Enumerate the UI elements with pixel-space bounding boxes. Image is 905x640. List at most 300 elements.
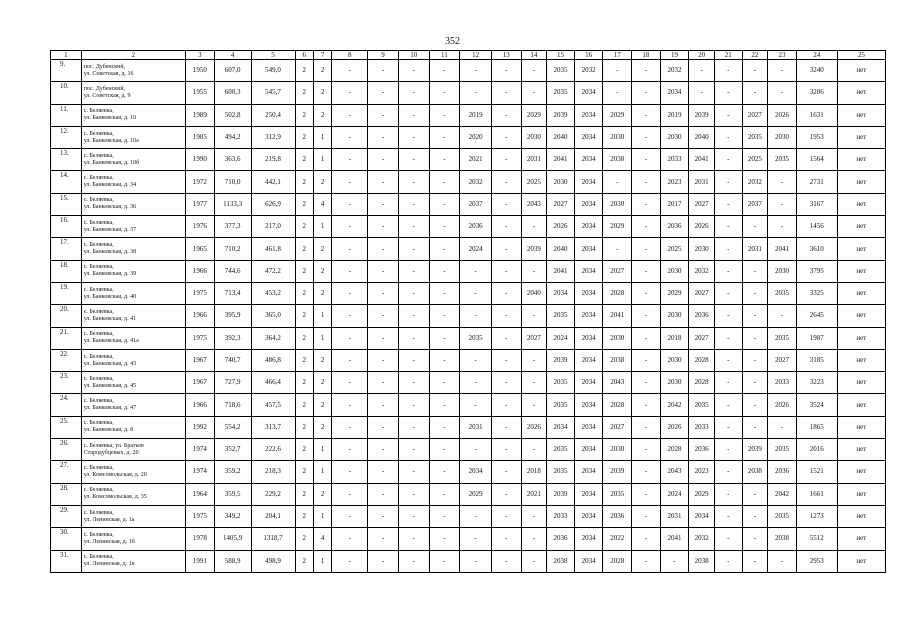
data-cell: 2039 — [547, 349, 575, 371]
data-cell: нет — [837, 416, 885, 438]
row-number-cell: 14. — [51, 171, 82, 193]
data-cell: - — [491, 149, 521, 171]
data-cell: 3223 — [796, 372, 837, 394]
address-line-locality: с. Беляевка, — [83, 353, 114, 360]
data-cell: - — [460, 282, 492, 304]
data-cell: 2031 — [660, 505, 689, 527]
address-line-street: ул. Банковская, д. 43 — [83, 360, 137, 367]
data-cell: 1865 — [796, 416, 837, 438]
data-cell: - — [398, 149, 429, 171]
table-row — [51, 305, 886, 327]
table-row — [51, 126, 886, 148]
data-cell: - — [332, 483, 368, 505]
data-cell: - — [660, 550, 689, 572]
data-cell: 2 — [313, 171, 331, 193]
data-cell: 2030 — [660, 372, 689, 394]
data-cell: 2027 — [742, 104, 768, 126]
data-cell: 1966 — [186, 260, 215, 282]
data-cell: - — [714, 416, 742, 438]
data-cell: 2030 — [660, 305, 689, 327]
data-cell: 2025 — [660, 238, 689, 260]
data-cell: - — [332, 439, 368, 461]
data-cell: - — [332, 461, 368, 483]
data-cell: 2030 — [768, 260, 797, 282]
data-cell: - — [332, 416, 368, 438]
data-cell: 2034 — [547, 282, 575, 304]
data-cell: 1974 — [186, 461, 215, 483]
data-cell: - — [429, 216, 460, 238]
data-cell: - — [742, 416, 768, 438]
data-cell: - — [632, 282, 661, 304]
table-row — [51, 82, 886, 104]
address-cell — [81, 394, 185, 416]
data-cell: 2019 — [660, 104, 689, 126]
data-cell: - — [398, 171, 429, 193]
data-cell: - — [368, 461, 399, 483]
data-cell: 2035 — [742, 126, 768, 148]
table-row — [51, 60, 886, 82]
data-cell: - — [521, 394, 547, 416]
data-cell: 3524 — [796, 394, 837, 416]
address-line-locality: с. Беляевка, — [83, 175, 114, 182]
address-line-locality: с. Беляевка, — [83, 509, 114, 516]
data-cell: 2 — [313, 416, 331, 438]
address-line-street: ул. Банковская, д. 10б — [83, 159, 140, 166]
column-header: 23 — [768, 51, 797, 60]
data-cell: 1989 — [186, 104, 215, 126]
data-cell: - — [632, 82, 661, 104]
data-cell: - — [368, 483, 399, 505]
data-cell: 2 — [295, 216, 313, 238]
data-cell: нет — [837, 126, 885, 148]
data-cell: - — [332, 193, 368, 215]
data-cell: - — [742, 60, 768, 82]
data-cell: - — [491, 126, 521, 148]
column-header: 11 — [429, 51, 460, 60]
data-cell: - — [332, 349, 368, 371]
data-cell: 2039 — [547, 483, 575, 505]
column-header: 4 — [214, 51, 251, 60]
data-cell: 2034 — [574, 461, 603, 483]
data-cell: - — [398, 282, 429, 304]
data-cell: 2034 — [574, 483, 603, 505]
column-header: 20 — [689, 51, 715, 60]
data-cell: - — [332, 550, 368, 572]
table-row — [51, 282, 886, 304]
data-cell: 2034 — [574, 416, 603, 438]
data-cell: - — [429, 505, 460, 527]
data-cell: - — [398, 416, 429, 438]
data-cell: - — [429, 550, 460, 572]
data-cell: 2034 — [574, 126, 603, 148]
data-cell: - — [398, 193, 429, 215]
data-cell: - — [491, 193, 521, 215]
data-cell: 1273 — [796, 505, 837, 527]
data-cell: 2037 — [460, 193, 492, 215]
table-row — [51, 528, 886, 550]
data-cell: 2039 — [521, 238, 547, 260]
data-cell: 2 — [295, 126, 313, 148]
table-row — [51, 461, 886, 483]
data-cell: 710,2 — [214, 238, 251, 260]
data-cell: - — [714, 216, 742, 238]
data-cell: 359,2 — [214, 461, 251, 483]
data-cell: 442,1 — [251, 171, 295, 193]
data-cell: - — [742, 327, 768, 349]
data-cell: - — [742, 260, 768, 282]
data-cell: - — [632, 461, 661, 483]
data-cell: - — [632, 528, 661, 550]
data-cell: 2041 — [689, 149, 715, 171]
data-cell: - — [768, 550, 797, 572]
data-cell: - — [768, 60, 797, 82]
data-cell: 2 — [313, 372, 331, 394]
data-cell: - — [742, 82, 768, 104]
column-header: 14 — [521, 51, 547, 60]
data-cell: 2018 — [660, 327, 689, 349]
data-cell: 2731 — [796, 171, 837, 193]
data-cell: - — [368, 282, 399, 304]
data-cell: нет — [837, 305, 885, 327]
data-cell: - — [429, 126, 460, 148]
data-cell: 365,0 — [251, 305, 295, 327]
data-cell: - — [491, 60, 521, 82]
data-cell: - — [460, 528, 492, 550]
address-line-locality: с. Беляевка, — [83, 130, 114, 137]
data-cell: - — [714, 260, 742, 282]
data-cell: 2043 — [521, 193, 547, 215]
row-number-cell: 15. — [51, 193, 82, 215]
data-cell: 2032 — [689, 260, 715, 282]
data-cell: 2029 — [521, 104, 547, 126]
data-cell: 2030 — [660, 349, 689, 371]
data-cell: - — [332, 171, 368, 193]
data-cell: - — [332, 528, 368, 550]
table-row — [51, 372, 886, 394]
data-cell: - — [632, 327, 661, 349]
data-cell: 2 — [313, 483, 331, 505]
address-line-locality: с. Беляевка, — [83, 554, 114, 561]
address-cell — [81, 126, 185, 148]
data-cell: 2027 — [689, 193, 715, 215]
data-cell: 2 — [313, 82, 331, 104]
data-cell: - — [368, 238, 399, 260]
row-number-cell: 12. — [51, 126, 82, 148]
data-cell: 2035 — [460, 327, 492, 349]
column-header: 6 — [295, 51, 313, 60]
address-line-locality: с. Беляевка, — [83, 398, 114, 405]
data-cell: нет — [837, 461, 885, 483]
data-cell: 2035 — [547, 461, 575, 483]
address-line-street: ул. Банковская, д. 40 — [83, 293, 137, 300]
data-cell: 2034 — [574, 171, 603, 193]
data-cell: 2028 — [603, 550, 632, 572]
address-line-locality: с. Беляевка, — [83, 464, 114, 471]
address-line-street: ул. Банковская, д. 10 — [83, 115, 137, 122]
data-cell: 2042 — [660, 394, 689, 416]
data-cell: - — [429, 82, 460, 104]
data-cell: - — [491, 505, 521, 527]
data-cell: 2021 — [521, 483, 547, 505]
data-cell: - — [398, 216, 429, 238]
data-cell: 2040 — [689, 126, 715, 148]
table-row — [51, 416, 886, 438]
data-cell: 2 — [295, 528, 313, 550]
data-cell: 1975 — [186, 505, 215, 527]
data-cell: 2033 — [689, 416, 715, 438]
data-cell: 2 — [295, 82, 313, 104]
data-cell: - — [632, 126, 661, 148]
data-cell: - — [460, 260, 492, 282]
data-cell: - — [714, 528, 742, 550]
data-cell: - — [368, 149, 399, 171]
data-cell: 2033 — [768, 372, 797, 394]
data-cell: - — [632, 416, 661, 438]
data-cell: - — [742, 528, 768, 550]
data-cell: 2038 — [742, 461, 768, 483]
data-cell: 2 — [313, 104, 331, 126]
data-cell: 2030 — [689, 238, 715, 260]
data-cell: 2034 — [574, 372, 603, 394]
data-cell: 2031 — [742, 238, 768, 260]
data-cell: 359,5 — [214, 483, 251, 505]
data-cell: 1318,7 — [251, 528, 295, 550]
table-row — [51, 171, 886, 193]
data-cell: - — [332, 60, 368, 82]
data-cell: 2026 — [660, 416, 689, 438]
data-cell: 2041 — [547, 149, 575, 171]
data-cell: 2038 — [547, 550, 575, 572]
data-cell: - — [398, 82, 429, 104]
data-cell: 1953 — [796, 126, 837, 148]
address-line-street: ул. Банковская, д. 45 — [83, 382, 137, 389]
address-line-street: ул. Ленинская, д. 1в — [83, 561, 135, 568]
data-cell: - — [714, 193, 742, 215]
address-cell — [81, 550, 185, 572]
data-cell: - — [521, 260, 547, 282]
row-number-cell: 19. — [51, 282, 82, 304]
data-cell: 2 — [313, 282, 331, 304]
data-cell: нет — [837, 282, 885, 304]
table-row — [51, 149, 886, 171]
data-cell: - — [632, 260, 661, 282]
column-number-row — [51, 51, 886, 60]
data-cell: - — [460, 550, 492, 572]
address-line-street: ул. Банковская, д. 8 — [83, 427, 134, 434]
data-cell: 1978 — [186, 528, 215, 550]
data-cell: - — [332, 104, 368, 126]
data-cell: 2035 — [547, 372, 575, 394]
data-cell: - — [742, 372, 768, 394]
data-cell: - — [460, 439, 492, 461]
data-cell: - — [429, 416, 460, 438]
data-cell: 2023 — [689, 461, 715, 483]
data-cell: 457,5 — [251, 394, 295, 416]
data-cell: 2024 — [460, 238, 492, 260]
address-line-locality: с. Беляевка, — [83, 375, 114, 382]
data-cell: - — [491, 394, 521, 416]
data-cell: нет — [837, 171, 885, 193]
data-cell: 718,6 — [214, 394, 251, 416]
data-cell: 2027 — [768, 349, 797, 371]
data-cell: - — [714, 238, 742, 260]
address-cell — [81, 327, 185, 349]
data-cell: 2027 — [603, 260, 632, 282]
address-cell — [81, 305, 185, 327]
data-cell: - — [429, 349, 460, 371]
data-cell: 363,6 — [214, 149, 251, 171]
data-cell: - — [368, 528, 399, 550]
data-cell: - — [714, 60, 742, 82]
data-cell: - — [368, 439, 399, 461]
data-cell: - — [714, 550, 742, 572]
data-cell: - — [714, 305, 742, 327]
data-cell: - — [714, 126, 742, 148]
data-cell: 2037 — [742, 193, 768, 215]
column-header: 5 — [251, 51, 295, 60]
data-cell: - — [368, 260, 399, 282]
data-cell: - — [632, 104, 661, 126]
data-cell: 2032 — [689, 528, 715, 550]
data-cell: - — [768, 193, 797, 215]
column-header: 17 — [603, 51, 632, 60]
data-cell: - — [521, 505, 547, 527]
data-cell: - — [714, 505, 742, 527]
data-cell: - — [491, 104, 521, 126]
data-cell: 2 — [295, 327, 313, 349]
data-cell: - — [332, 327, 368, 349]
data-cell: - — [332, 394, 368, 416]
data-cell: - — [491, 550, 521, 572]
data-cell: - — [632, 505, 661, 527]
data-cell: - — [332, 372, 368, 394]
data-cell: - — [332, 126, 368, 148]
data-cell: - — [714, 439, 742, 461]
data-cell: 2041 — [660, 528, 689, 550]
data-cell: - — [332, 82, 368, 104]
table-row — [51, 505, 886, 527]
data-cell: - — [768, 82, 797, 104]
data-cell: 1976 — [186, 216, 215, 238]
address-line-locality: пос. Дубенский, — [83, 63, 126, 70]
address-line-street: ул. Банковская, д. 47 — [83, 405, 137, 412]
data-cell: 2028 — [603, 282, 632, 304]
data-cell: 2 — [295, 260, 313, 282]
data-cell: 2029 — [603, 104, 632, 126]
data-cell: 3240 — [796, 60, 837, 82]
data-cell: 2035 — [768, 439, 797, 461]
data-cell: - — [429, 461, 460, 483]
data-cell: 2039 — [742, 439, 768, 461]
data-cell: 2034 — [574, 216, 603, 238]
column-header: 10 — [398, 51, 429, 60]
address-cell — [81, 282, 185, 304]
data-cell: - — [398, 126, 429, 148]
data-cell: - — [368, 216, 399, 238]
data-cell: 2032 — [460, 171, 492, 193]
data-cell: 2035 — [603, 483, 632, 505]
data-cell: 1 — [313, 149, 331, 171]
data-cell: 466,4 — [251, 372, 295, 394]
data-cell: - — [603, 82, 632, 104]
data-cell: - — [398, 238, 429, 260]
address-line-street: ул. Банковская, д. 41 — [83, 315, 137, 322]
address-line-locality: с. Беляевка, — [83, 264, 114, 271]
data-cell: 2 — [295, 550, 313, 572]
data-cell: 502,8 — [214, 104, 251, 126]
data-cell: - — [491, 416, 521, 438]
data-cell: 313,7 — [251, 416, 295, 438]
data-cell: 1950 — [186, 60, 215, 82]
data-cell: - — [632, 550, 661, 572]
data-cell: 2017 — [660, 193, 689, 215]
data-cell: 2020 — [460, 126, 492, 148]
data-cell: 486,8 — [251, 349, 295, 371]
address-line-locality: с. Беляевка, — [83, 308, 114, 315]
data-cell: - — [491, 282, 521, 304]
data-cell: 2953 — [796, 550, 837, 572]
data-cell: 2034 — [574, 528, 603, 550]
data-cell: 3206 — [796, 82, 837, 104]
data-cell: нет — [837, 505, 885, 527]
data-cell: 549,0 — [251, 60, 295, 82]
address-cell — [81, 171, 185, 193]
data-cell: - — [398, 349, 429, 371]
data-cell: 2034 — [574, 327, 603, 349]
row-number-cell: 28. — [51, 483, 82, 505]
data-cell: - — [632, 238, 661, 260]
data-cell: 2026 — [768, 104, 797, 126]
data-cell: - — [603, 238, 632, 260]
data-cell: - — [768, 305, 797, 327]
data-cell: нет — [837, 104, 885, 126]
data-cell: 2034 — [574, 238, 603, 260]
address-cell — [81, 528, 185, 550]
data-cell: нет — [837, 216, 885, 238]
data-cell: 1 — [313, 305, 331, 327]
data-cell: - — [521, 60, 547, 82]
data-cell: 554,2 — [214, 416, 251, 438]
data-cell: 1 — [313, 550, 331, 572]
data-cell: нет — [837, 60, 885, 82]
data-cell: 2038 — [603, 349, 632, 371]
data-cell: 494,2 — [214, 126, 251, 148]
data-cell: 2 — [313, 394, 331, 416]
data-cell: 2034 — [574, 550, 603, 572]
data-cell: 1631 — [796, 104, 837, 126]
column-header: 16 — [574, 51, 603, 60]
data-cell: 2030 — [603, 439, 632, 461]
data-cell: - — [368, 349, 399, 371]
address-cell — [81, 416, 185, 438]
data-cell: - — [429, 372, 460, 394]
data-cell: 5512 — [796, 528, 837, 550]
data-cell: - — [714, 327, 742, 349]
data-cell: 222,6 — [251, 439, 295, 461]
data-cell: 2034 — [547, 416, 575, 438]
data-cell: - — [368, 372, 399, 394]
data-cell: 2034 — [574, 305, 603, 327]
data-cell: - — [429, 149, 460, 171]
data-cell: 2035 — [768, 282, 797, 304]
address-cell — [81, 60, 185, 82]
data-cell: нет — [837, 349, 885, 371]
data-cell: 1966 — [186, 394, 215, 416]
data-cell: - — [768, 216, 797, 238]
data-cell: 2025 — [521, 171, 547, 193]
address-line-street: ул. Банковская, д. 34 — [83, 182, 137, 189]
data-cell: 2034 — [574, 505, 603, 527]
